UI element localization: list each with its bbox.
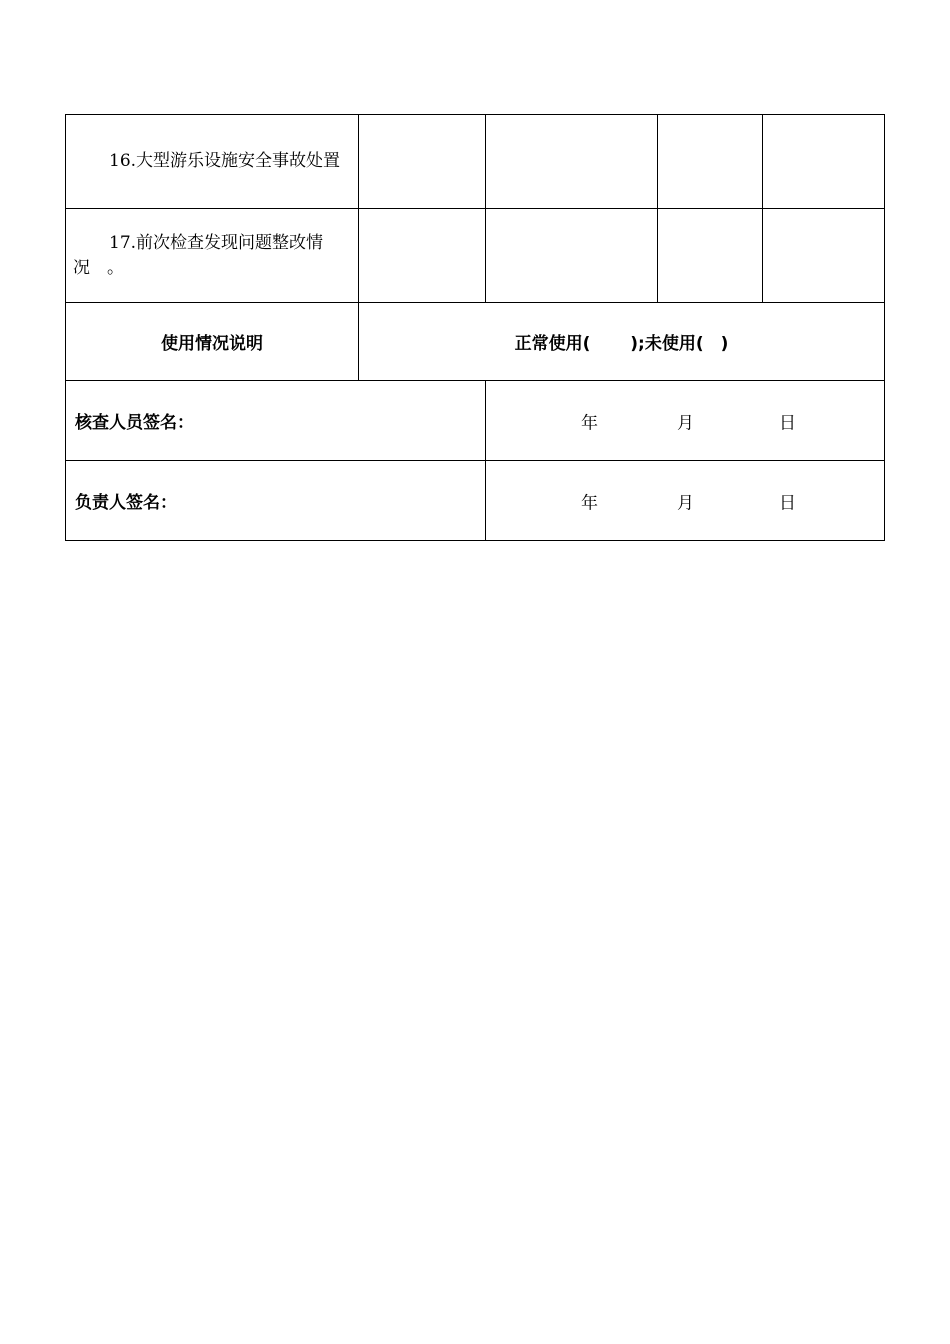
usage-label: 使用情况说明 bbox=[66, 303, 359, 381]
result-cell[interactable] bbox=[763, 115, 885, 209]
result-cell[interactable] bbox=[763, 209, 885, 303]
result-cell[interactable] bbox=[486, 209, 658, 303]
usage-status[interactable]: 正常使用( );未使用( ) bbox=[359, 303, 885, 381]
signature-row bbox=[66, 461, 885, 541]
day-label: 日 bbox=[779, 493, 796, 513]
item-label: 17.前次检查发现问题整改情况 。 bbox=[73, 232, 324, 278]
item-cell bbox=[66, 115, 359, 209]
signature-row bbox=[66, 381, 885, 461]
year-label: 年 bbox=[581, 413, 598, 433]
result-cell[interactable] bbox=[359, 115, 486, 209]
item-cell bbox=[66, 209, 359, 303]
result-cell[interactable] bbox=[658, 209, 763, 303]
manager-signature-label: 负责人签名： bbox=[66, 461, 486, 541]
result-cell[interactable] bbox=[486, 115, 658, 209]
month-label: 月 bbox=[677, 493, 694, 513]
inspector-date-cell[interactable] bbox=[486, 381, 885, 461]
item-label: 16.大型游乐设施安全事故处置 bbox=[109, 151, 341, 171]
month-label: 月 bbox=[677, 413, 694, 433]
result-cell[interactable] bbox=[658, 115, 763, 209]
inspector-signature-label: 核查人员签名： bbox=[66, 381, 486, 461]
result-cell[interactable] bbox=[359, 209, 486, 303]
inspection-table bbox=[65, 114, 885, 541]
manager-date-cell[interactable] bbox=[486, 461, 885, 541]
year-label: 年 bbox=[581, 493, 598, 513]
usage-row bbox=[66, 303, 885, 381]
day-label: 日 bbox=[779, 413, 796, 433]
table-row bbox=[66, 209, 885, 303]
table-row bbox=[66, 115, 885, 209]
